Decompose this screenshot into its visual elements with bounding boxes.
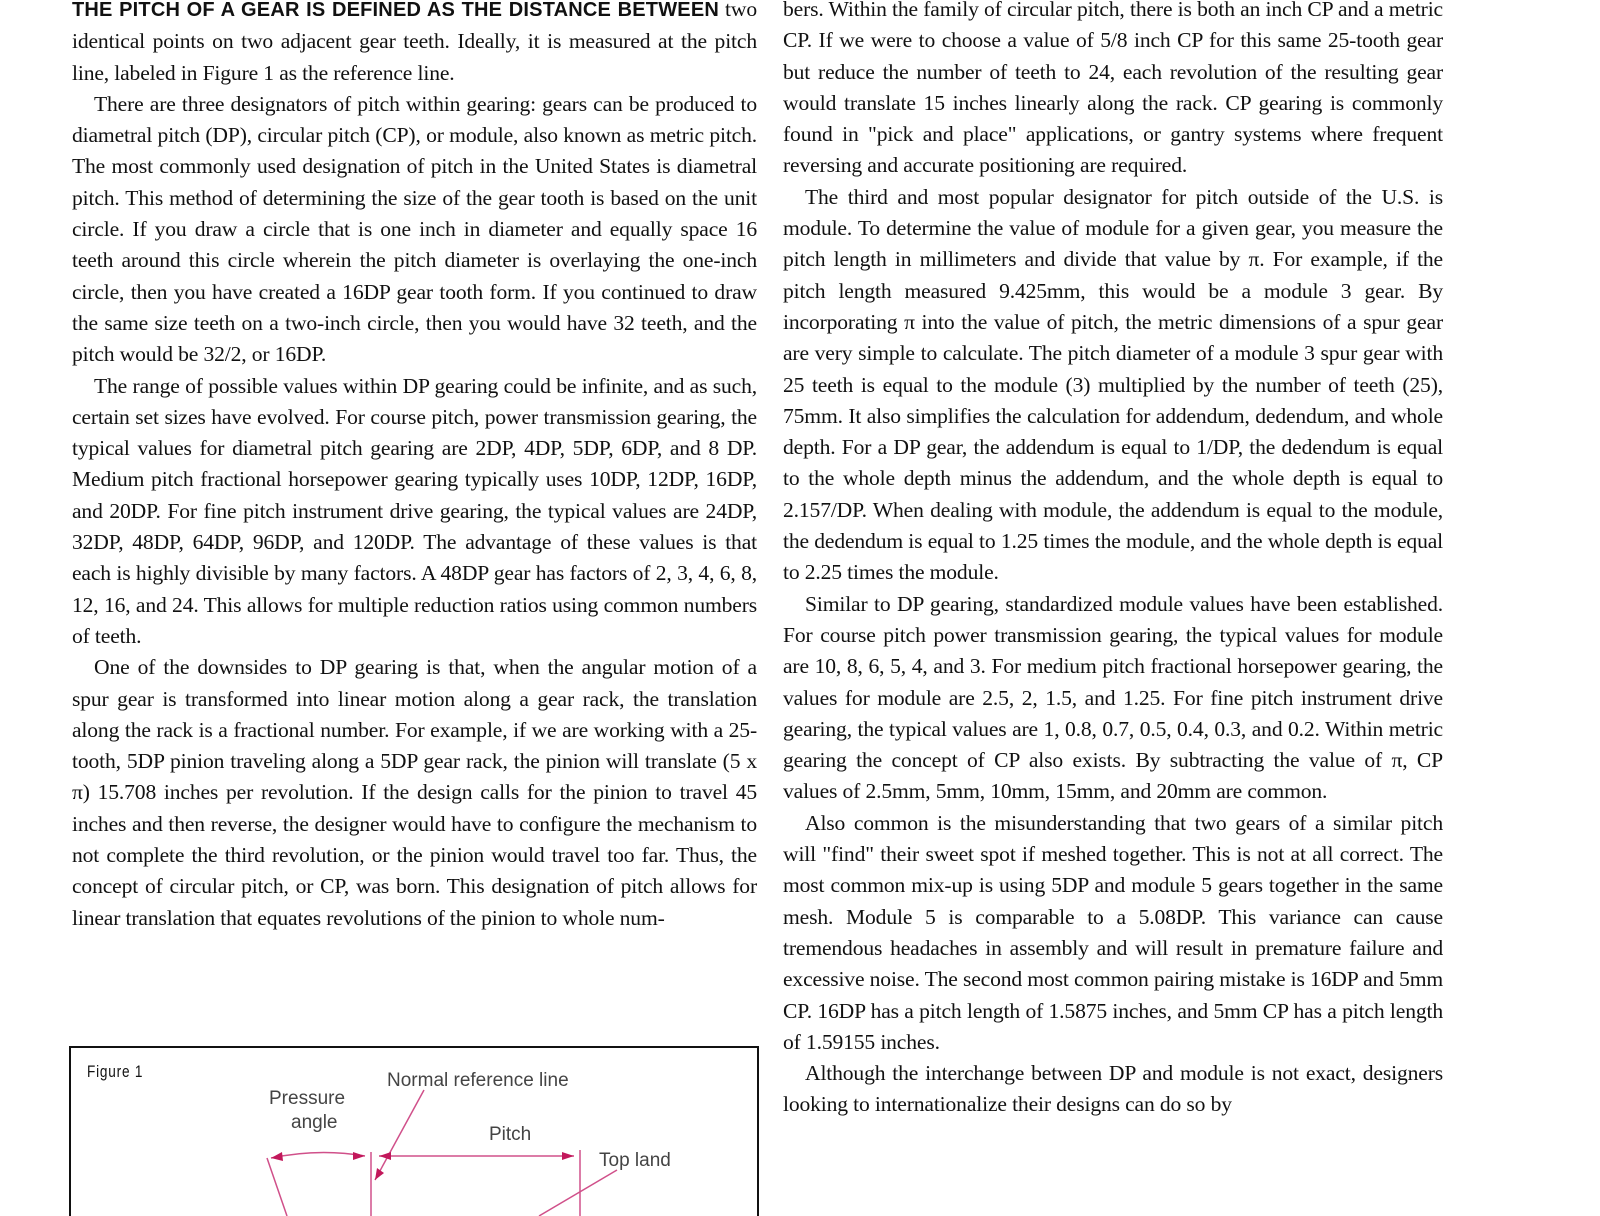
figure-1 <box>69 1046 759 1216</box>
gear-tooth-diagram <box>69 1046 759 1216</box>
right-column <box>783 0 1443 1121</box>
label-top-land: Top land <box>599 1150 671 1171</box>
pressure-angle-line <box>267 1158 287 1216</box>
paragraph-circular-pitch: bers. Within the family of circular pitch, there is both an inch CP and a metric CP. If we were to choose a value of 5/8 inch CP for this same 25-tooth gear but reduce the number of teeth to 24, each revolution of the resulting gear would translate 15 inches linearly along the rack. CP gearing is commonly found in "pick and place" applications, or gantry systems where frequent reversing and accurate positioning are required. <box>783 0 1443 178</box>
paragraph-module: The third and most popular designator for pitch outside of the U.S. is module. To determine the value of module for a given gear, you measure the pitch length in millimeters and divide that value by π. For example, if the pitch length measured 9.425mm, this would be a module 3 gear. By incorporating π into the value of pitch, the metric dimensions of a spur gear are very simple to calculate. The pitch diameter of a module 3 spur gear with 25 teeth is equal to the module (3) multiplied by the number of teeth (25), 75mm. It also simplifies the calculation for addendum, dedendum, and whole depth. For a DP gear, the addendum is equal to 1/DP, the dedendum is equal to the whole depth minus the addendum, and the whole depth is equal to 2.157/DP. When dealing with module, the addendum is equal to the module, the dedendum is equal to 1.25 times the module, and the whole depth is equal to 2.25 times the module. <box>783 184 1443 585</box>
top-land-leader <box>539 1170 617 1216</box>
paragraph-module-values: Similar to DP gearing, standardized module values have been established. For course pitch power transmission gearing, the typical values for module are 10, 8, 6, 5, 4, and 3. For medium pitch fractional horsepower gearing, the values for module are 2.5, 2, 1.5, and 1.25. For fine pitch instrument drive gearing, the typical values are 1, 0.8, 0.7, 0.5, 0.4, 0.3, and 0.2. Within metric gearing the concept of CP also exists. By subtracting the value of π, CP values of 2.5mm, 5mm, 10mm, 15mm, and 20mm are common. <box>783 591 1443 804</box>
pitch-arrow-right-icon <box>562 1152 574 1160</box>
paragraph-dp-downsides: One of the downsides to DP gearing is that, when the angular motion of a spur gear is transformed into linear motion along a gear rack, the translation along the rack is a fractional number. For example, if we are working with a 25-tooth, 5DP pinion traveling along a 5DP gear rack, the pinion will translate (5 x π) 15.708 inches per revolution. If the design calls for the pinion to travel 45 inches and then reverse, the designer would have to configure the mechanism to not complete the third revolution, or the pinion would travel too far. Thus, the concept of circular pitch, or CP, was born. This designation of pitch allows for linear translation that equates revolutions of the pinion to whole num- <box>72 655 757 930</box>
label-pressure: Pressure <box>269 1088 346 1109</box>
lead-in-heading: THE PITCH OF A GEAR IS DEFINED AS THE DISTANCE BETWEEN <box>72 0 720 21</box>
pressure-angle-arc <box>271 1152 365 1158</box>
normal-reference-arrow-icon <box>375 1168 384 1180</box>
paragraph-dp-values: The range of possible values within DP gearing could be infinite, and as such, certain set sizes have evolved. For course pitch, power transmission gearing, the typical values for diametral pitch gearing are 2DP, 4DP, 5DP, 6DP, and 8 DP. Medium pitch fractional horsepower gearing typically uses 10DP, 12DP, 16DP, and 20DP. For fine pitch instrument drive gearing, the typical values are 24DP, 32DP, 48DP, 64DP, 96DP, and 120DP. The advantage of these values is that each is highly divisible by many factors. A 48DP gear has factors of 2, 3, 4, 6, 8, 12, 16, and 24. This allows for multiple reduction ratios using common numbers of teeth. <box>72 373 757 648</box>
paragraph-mixup: Also common is the misunderstanding that two gears of a similar pitch will "find" their sweet spot if meshed together. This is not at all correct. The most common mix-up is using 5DP and module 5 gears together in the same mesh. Module 5 is comparable to a 5.08DP. This variance can cause tremendous headaches in assembly and will result in premature failure and excessive noise. The second most common pairing mistake is 16DP and 5mm CP. 16DP has a pitch length of 1.5875 inches, and 5mm CP has a pitch length of 1.59155 inches. <box>783 810 1443 1054</box>
pressure-angle-arrow-left-icon <box>271 1152 283 1161</box>
paragraph-pitch-designators: There are three designators of pitch within gearing: gears can be produced to diametral pitch (DP), circular pitch (CP), or module, also known as metric pitch. The most commonly used designation of pitch in the United States is diametral pitch. This method of determining the size of the gear tooth is based on the unit circle. If you draw a circle that is one inch in diameter and equally space 16 teeth around this circle wherein the pitch diameter is overlaying the one-inch circle, then you have created a 16DP gear tooth form. If you continued to draw the same size teeth on a two-inch circle, then you would have 32 teeth, and the pitch would be 32/2, or 16DP. <box>72 91 757 367</box>
pressure-angle-arrow-right-icon <box>353 1152 365 1160</box>
pitch-arrow-left-icon <box>379 1152 391 1160</box>
left-column <box>72 0 757 934</box>
figure-label: Figure 1 <box>87 1062 144 1081</box>
label-pitch: Pitch <box>489 1124 532 1145</box>
label-normal-reference-line: Normal reference line <box>387 1070 569 1091</box>
normal-reference-leader <box>375 1090 424 1180</box>
paragraph-text: two identical points on two adjacent gear teeth. Ideally, it is measured at the pitch line, labeled in Figure 1 as the reference line. <box>72 0 757 85</box>
label-angle: angle <box>291 1112 338 1133</box>
paragraph-intro <box>72 0 757 89</box>
paragraph-interchange: Although the interchange between DP and module is not exact, designers looking to internationalize their designs can do so by <box>783 1061 1443 1117</box>
